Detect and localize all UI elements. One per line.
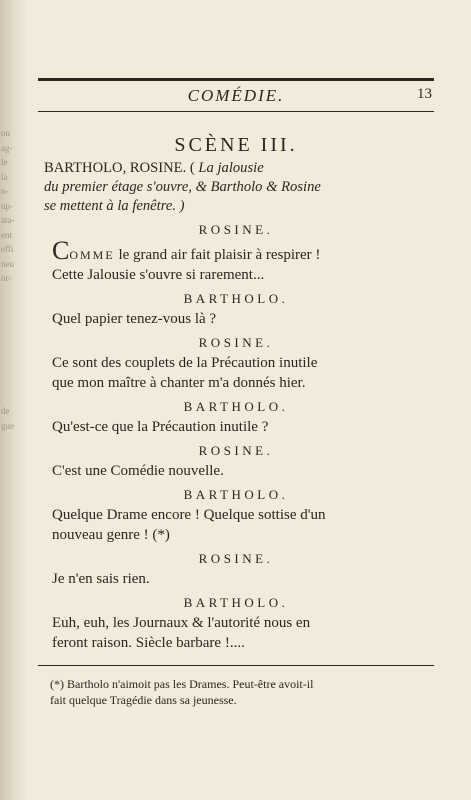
drop-cap: C — [52, 236, 70, 265]
running-head — [38, 83, 434, 109]
footnote: (*) Bartholo n'aimoit pas les Drames. Peut-être avoit-il fait quelque Tragédie dans sa jeunesse. — [50, 677, 314, 707]
facing-page-bleed-upper: on ag- le la n- up- ata- ent effi neu or- — [1, 128, 15, 283]
speaker-name: BARTHOLO. — [183, 399, 289, 414]
speech-line: Quel papier tenez-vous là ? — [52, 311, 217, 327]
scene-heading: SCÈNE III. — [174, 134, 298, 156]
footnote-rule — [38, 665, 434, 666]
speech-line: C'est une Comédie nouvelle. — [52, 463, 224, 479]
header-rule-top — [38, 78, 434, 81]
speaker-name: BARTHOLO. — [183, 487, 289, 502]
binding-gutter — [0, 0, 26, 800]
speech-line: Je n'en sais rien. — [52, 571, 150, 587]
speech-line: Ce sont des couplets de la Précaution inutile que mon maître à chanter m'a donnés hier. — [52, 355, 318, 391]
running-head-title: COMÉDIE. — [187, 86, 285, 105]
speech-line: Quelque Drame encore ! Quelque sottise d'un nouveau genre ! (*) — [52, 507, 326, 543]
speech-line: Euh, euh, les Journaux & l'autorité nous en feront raison. Siècle barbare !.... — [52, 615, 311, 651]
speaker-name: ROSINE. — [198, 443, 274, 458]
stage-direction: BARTHOLO, ROSINE. ( La jalousie du premier étage s'ouvre, & Bartholo & Rosine se mettent à la fenêtre. ) — [44, 160, 321, 214]
speech-line: COMME le grand air fait plaisir à respirer ! Cette Jalousie s'ouvre si rarement... — [52, 236, 321, 283]
speaker-name: ROSINE. — [198, 551, 274, 566]
speaker-name: BARTHOLO. — [183, 595, 289, 610]
stage-direction-text: La jalousie — [198, 160, 264, 176]
header-rule-bottom — [38, 111, 434, 112]
speaker-name: ROSINE. — [198, 335, 274, 350]
page-number: 13 — [417, 86, 432, 102]
speaker-name: ROSINE. — [198, 222, 274, 237]
speech-line: Qu'est-ce que la Précaution inutile ? — [52, 419, 269, 435]
stage-direction-characters: BARTHOLO, ROSINE. — [44, 160, 187, 176]
facing-page-bleed-lower: de gue — [1, 406, 14, 431]
book-page — [38, 78, 434, 708]
speaker-name: BARTHOLO. — [183, 291, 289, 306]
